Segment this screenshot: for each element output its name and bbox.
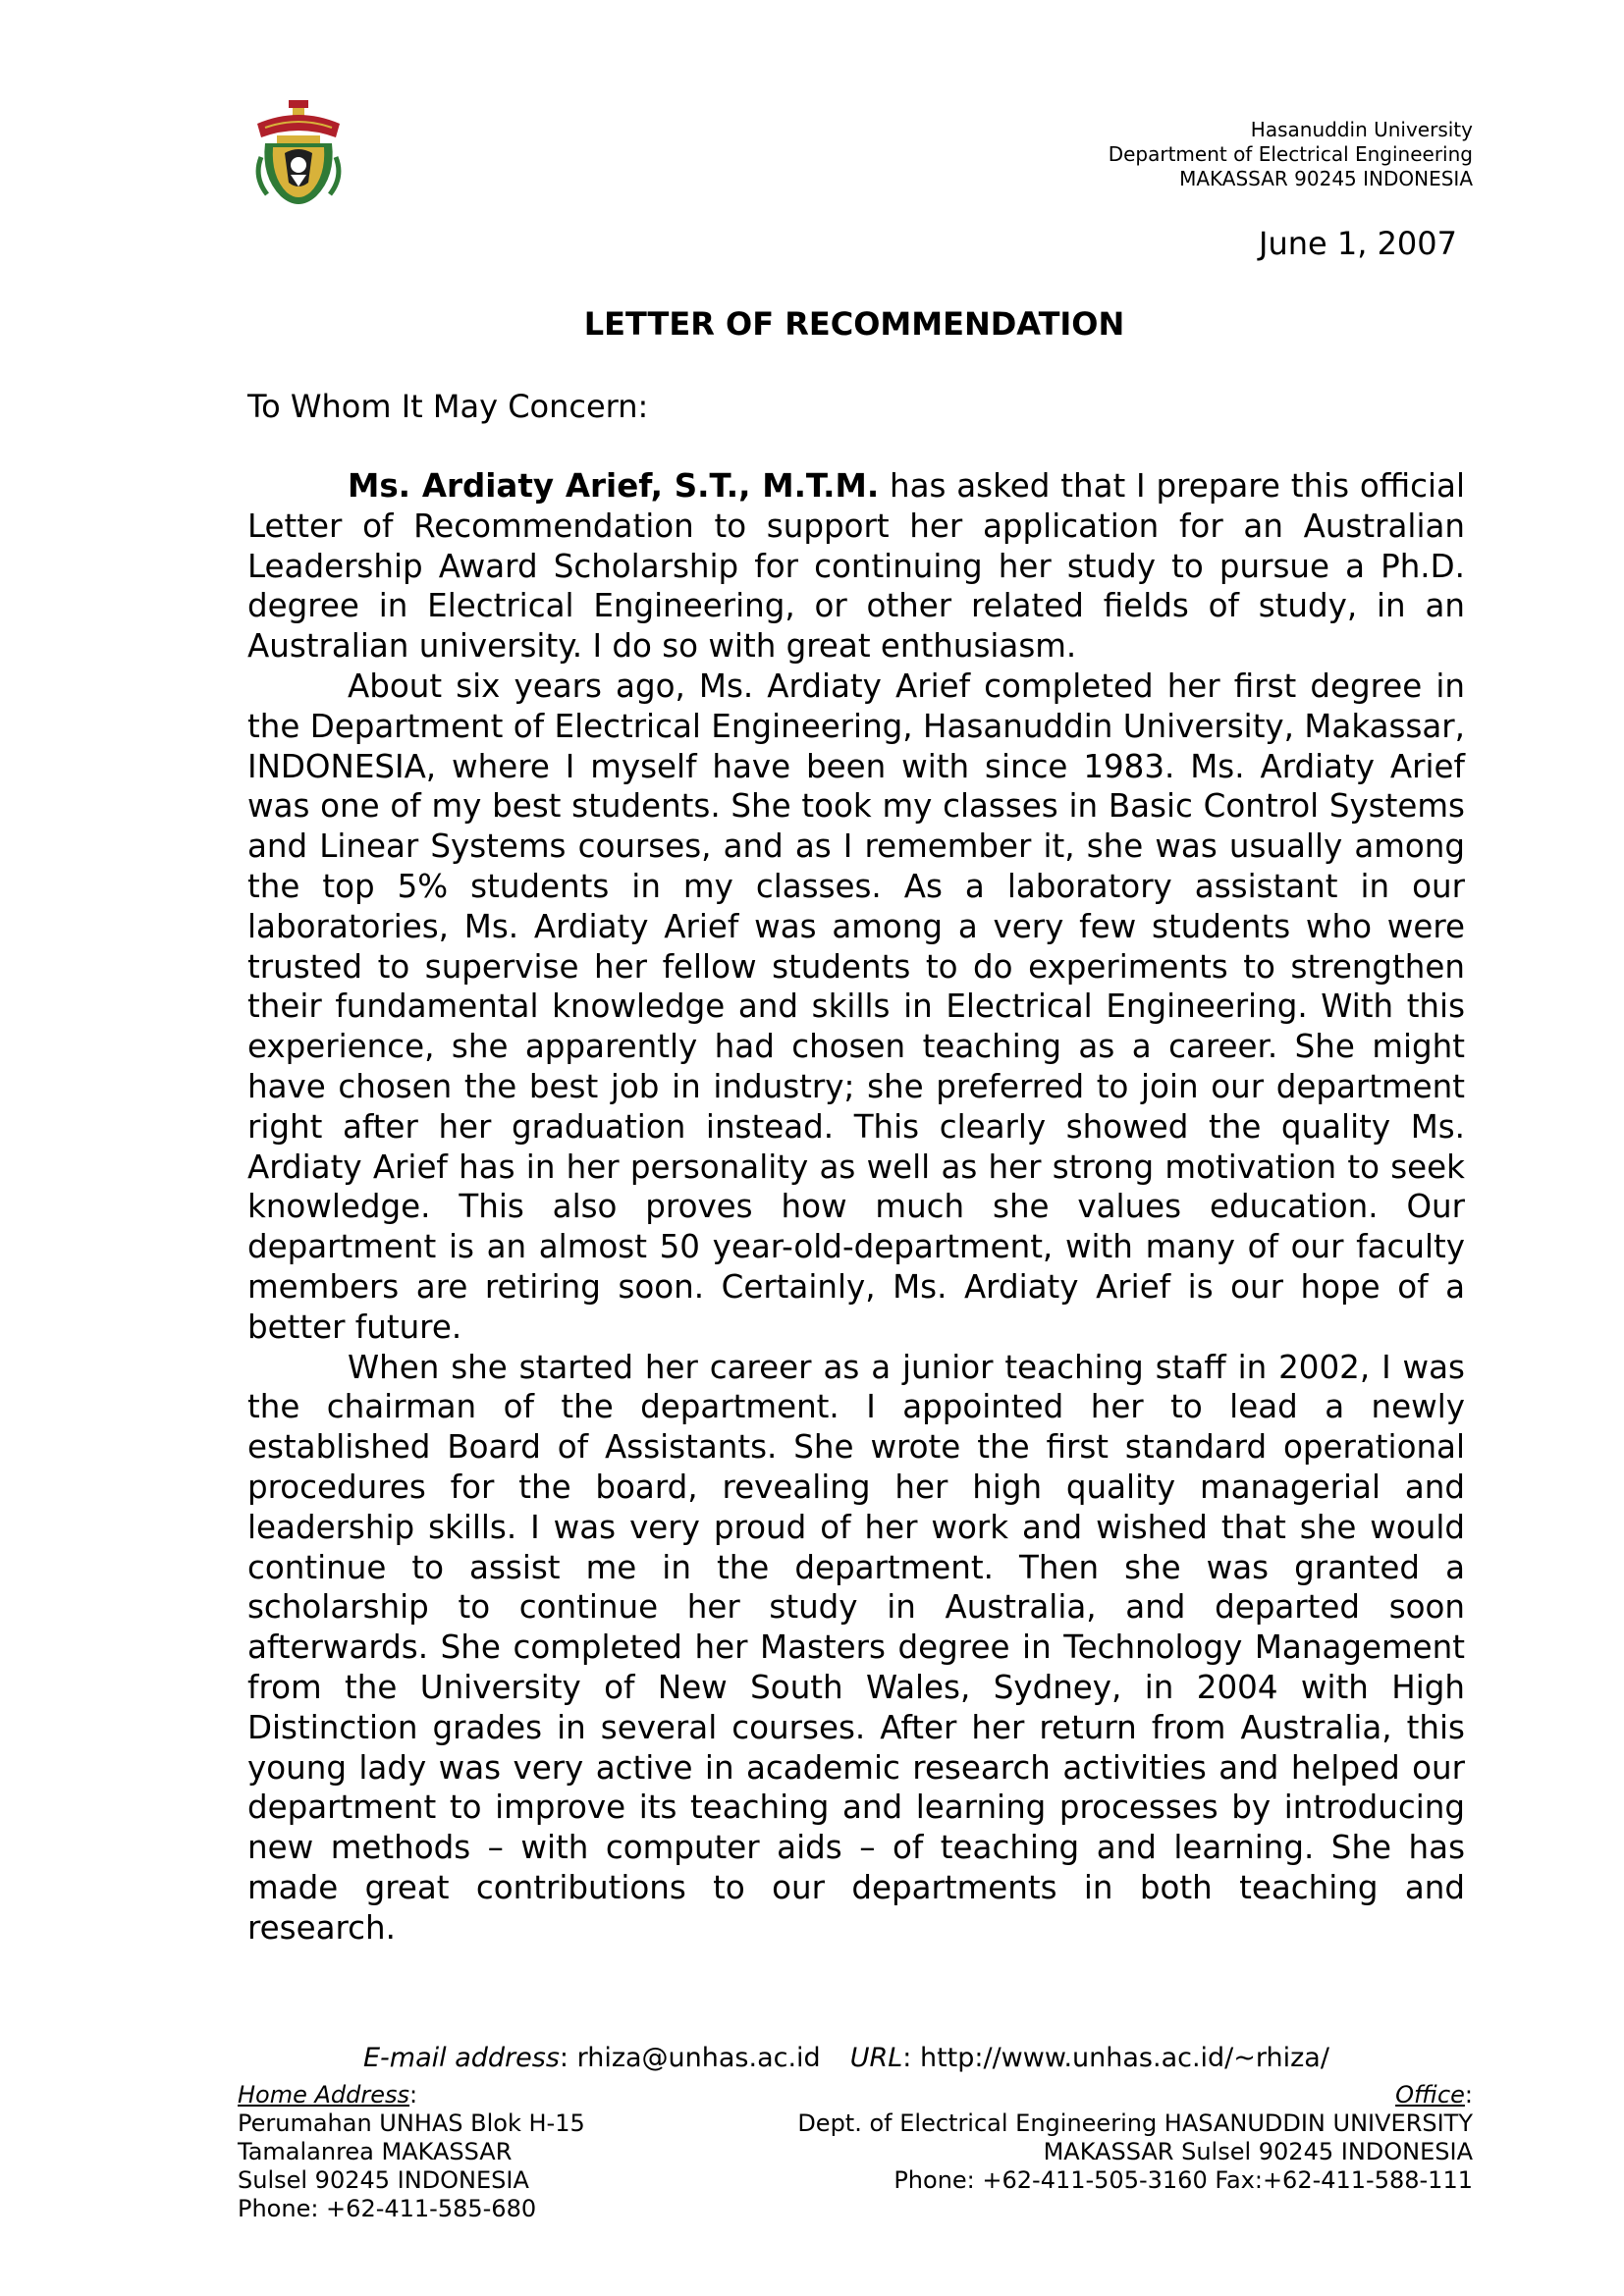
letterhead: [1109, 118, 1473, 191]
office-address: Office: Dept. of Electrical Engineering HASANUDDIN UNIVERSITY MAKASSAR Sulsel 90245 INDONESIA Phone: +62-411-505-3160 Fax:+62-411-588-111: [797, 2081, 1473, 2194]
paragraph-2: About six years ago, Ms. Ardiaty Arief completed her first degree in the Department of Electrical Engineering, Hasanuddin University, Makassar, INDONESIA, where I myself have been with since 1983. Ms. Ardiaty Arief was one of my best students. She took my classes in Basic Control Systems and Linear Systems courses, and as I remember it, she was usually among the top 5% students in my classes. As a laboratory assistant in our laboratories, Ms. Ardiaty Arief was among a very few students who were trusted to supervise her fellow students to do experiments to strengthen their fundamental knowledge and skills in Electrical Engineering. With this experience, she apparently had chosen teaching as a career. She might have chosen the best job in industry; she preferred to join our department right after her graduation instead. This clearly showed the quality Ms. Ardiaty Arief has in her personality as well as her strong motivation to seek knowledge. This also proves how much she values education. Our department is an almost 50 year-old-department, with many of our faculty members are retiring soon. Certainly, Ms. Ardiaty Arief is our hope of a better future.: [247, 667, 1465, 1346]
home-address-line: Tamalanrea MAKASSAR: [238, 2138, 513, 2165]
institution-name: Hasanuddin University: [1250, 118, 1473, 141]
footer-contact: E-mail address: rhiza@unhas.ac.id URL: http://www.unhas.ac.id/~rhiza/: [363, 2043, 1329, 2073]
paragraph-1-text: has asked that I prepare this official Letter of Recommendation to support her application for an Australian Leadership Award Scholarship for continuing her study to pursue a Ph.D. degree in Electrical Engineering, or other related fields of study, in an Australian university. I do so with great enthusiasm.: [247, 467, 1465, 666]
department-name: Department of Electrical Engineering: [1108, 142, 1473, 166]
salutation: To Whom It May Concern:: [247, 388, 649, 425]
institution-city: MAKASSAR 90245 INDONESIA: [1179, 167, 1473, 190]
home-address-line: Perumahan UNHAS Blok H-15: [238, 2109, 585, 2137]
paragraph-3: When she started her career as a junior teaching staff in 2002, I was the chairman of the department. I appointed her to lead a newly established Board of Assistants. She wrote the first standard operational procedures for the board, revealing her high quality managerial and leadership skills. I was very proud of her work and wished that she would continue to assist me in the department. Then she was granted a scholarship to continue her study in Australia, and departed soon afterwards. She completed her Masters degree in Technology Management from the University of New South Wales, Sydney, in 2004 with High Distinction grades in several courses. After her return from Australia, this young lady was very active in academic research activities and helped our department to improve its teaching and learning processes by introducing new methods – with computer aids – of teaching and learning. She has made great contributions to our departments in both teaching and research.: [247, 1348, 1465, 1947]
email-label: E-mail address: [363, 2043, 560, 2073]
letter-date: June 1, 2007: [1259, 225, 1457, 262]
paragraph-1: [247, 466, 1465, 667]
office-address-label: Office: [1395, 2081, 1465, 2109]
home-phone: Phone: +62-411-585-680: [238, 2195, 537, 2222]
university-logo: [251, 98, 346, 214]
email-address[interactable]: rhiza@unhas.ac.id: [576, 2043, 821, 2073]
letter-title: LETTER OF RECOMMENDATION: [583, 305, 1125, 343]
office-phone-fax: Phone: +62-411-505-3160 Fax:+62-411-588-111: [893, 2166, 1473, 2194]
home-address: Home Address: Perumahan UNHAS Blok H-15 Tamalanrea MAKASSAR Sulsel 90245 INDONESIA Phone: +62-411-585-680: [238, 2081, 585, 2222]
home-address-label: Home Address: [238, 2081, 410, 2109]
website-url[interactable]: http://www.unhas.ac.id/~rhiza/: [919, 2043, 1329, 2073]
office-address-line: Dept. of Electrical Engineering HASANUDDIN UNIVERSITY: [797, 2109, 1473, 2137]
candidate-name: Ms. Ardiaty Arief, S.T., M.T.M.: [348, 467, 880, 505]
home-address-line: Sulsel 90245 INDONESIA: [238, 2166, 529, 2194]
url-label: URL: [849, 2043, 903, 2073]
letter-body: [247, 466, 1465, 1948]
office-address-line: MAKASSAR Sulsel 90245 INDONESIA: [1043, 2138, 1473, 2165]
university-emblem-icon: [251, 98, 346, 214]
